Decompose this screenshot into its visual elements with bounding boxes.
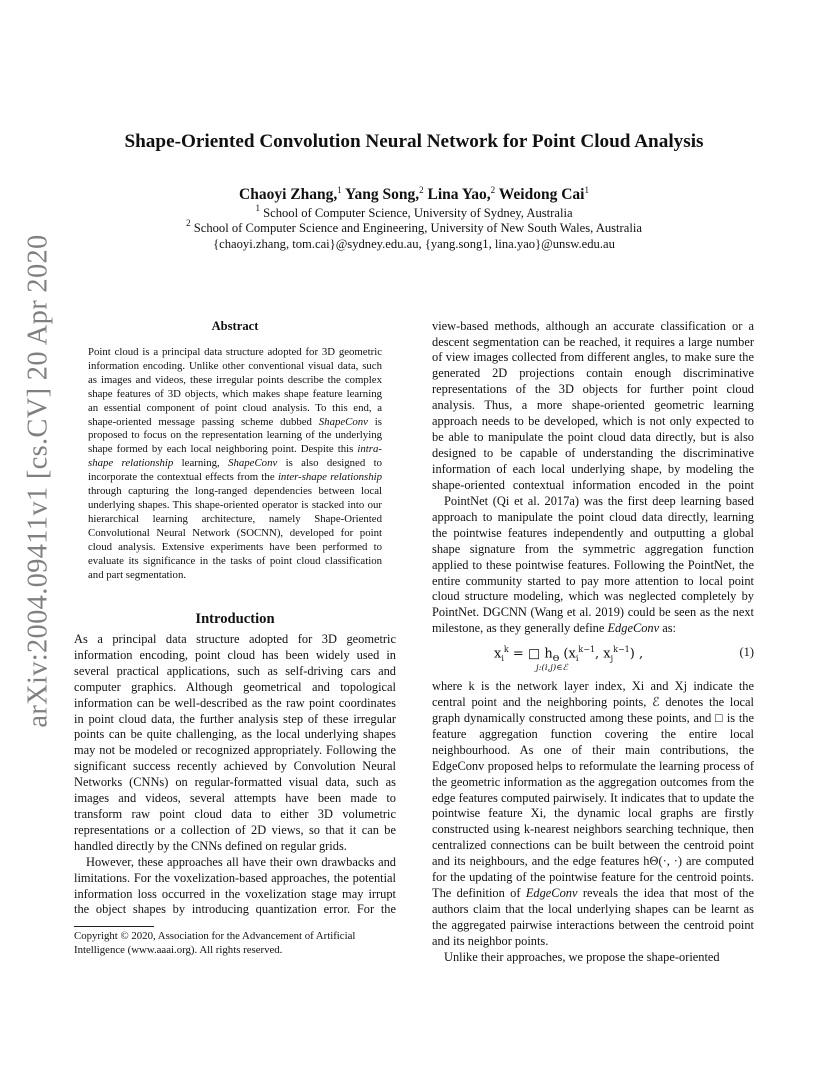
arxiv-identifier [18,234,60,728]
author-name: Weidong Cai [498,186,585,203]
intro-paragraph: PointNet (Qi et al. 2017a) was the first deep learning based approach to manipulate the point cloud data directly, learning the pointwise features independently and outputting a global shape signature from the symmetric aggregation function applied to these pointwise features. Following the PointNet, the entire community started to pay more attention to local point cloud structure modeling, which was neglected completely by PointNet. DGCNN (Wang et al. 2019) could be seen as the next milestone, as they generally define EdgeConv as: [432,494,754,636]
author-affiliation-mark: 1 [337,185,342,195]
affiliation-text: School of Computer Science and Engineering, University of New South Wales, Australia [193,221,642,235]
author-affiliation-mark: 2 [419,185,424,195]
author-name: Lina Yao, [427,186,491,203]
intro-left-column [74,632,396,918]
equation-subscript: j:(i,j)∈ℰ [536,663,568,674]
right-column [432,318,754,965]
intro-paragraph: As a principal data structure adopted for 3D geometric information encoding, point cloud has been widely used in several practical applications, such as self-driving cars and computer graphics. Although geometrical and topological information can be well-described as the raw point coordinates in point cloud data, the further analysis step of these irregular points can be quite challenging, as the local underlying shapes may not be modeled or recognized appropriately. Following the significant success recently achieved by Convolution Neural Networks (CNNs) on regular-formatted visual data, such as images and videos, several attempts have been made to transform raw point cloud data to either 3D volumetric representations or a collection of 2D views, so that it can be handled directly by the CNNs defined on regular grids. [74,632,396,853]
equation-number: (1) [739,645,754,660]
affiliation-mark: 1 [255,203,260,213]
intro-paragraph-continued: view-based methods, although an accurate classification or a descent segmentation can be reached, it requires a large number of view images collected from different angles, to make sure the generated 2D projections contain enough discriminative representations of the 3D objects for further point cloud analysis. Thus, a more shape-oriented geometric learning approach needs to be developed, which is not only expected to be able to manipulate the point cloud data directly, but is also designed to be capable of understanding the discriminative information of each local underlying shape, by modeling the shape-oriented contextual information encoded in the point [432,318,754,492]
author-affiliation-mark: 1 [584,185,589,195]
intro-paragraph: where k is the network layer index, Xi and Xj indicate the central point and the neighboring points, ℰ denotes the local graph dynamically constructed among these points, and □ is the feature aggregation function covering the entire local neighbourhood. As one of their main contributions, the EdgeConv proposed helps to reformulate the learning process of the geometric information as the aggregation outcomes from the edge features computed pairwisely. It indicates that to update the pointwise feature Xi, the dynamic local graphs are firstly constructed using k-nearest neighbors searching technique, then centralized connections can be built between the centroid point and its neighbours, and the edge features hΘ(·, ·) are computed for the updating of the pointwise feature for the centroid points. The definition of EdgeConv reveals the idea that most of the authors claim that the local underlying shapes can be learnt as the aggregated pairwise interactions between the centroid point and its neighbor points. [432,679,754,948]
equation-expression: $x_i^k$ = □ $h_\Theta$ ($x_i^{k-1}$, $x_j^{k-1}$) , [494,645,644,664]
footnote-rule [74,926,154,927]
affiliation [74,218,754,236]
intro-paragraph: However, these approaches all have their own drawbacks and limitations. For the voxelization-based approaches, the potential information loss occurred in the voxelization stage may irrupt the object shapes by introducing quantization error. For the [74,854,396,917]
copyright-footnote: Copyright © 2020, Association for the Advancement of Artificial Intelligence (www.aaai.org). All rights reserved. [74,930,356,956]
equation-1 [432,639,754,677]
abstract-heading: Abstract [211,319,259,333]
author-emails: {chaoyi.zhang, tom.cai}@sydney.edu.au, {yang.song1, lina.yao}@unsw.edu.au [213,237,615,251]
author-list [74,185,754,205]
affiliation-mark: 2 [186,218,191,228]
arxiv-id-text: arXiv:2004.09411v1 [cs.CV] 20 Apr 2020 [23,234,54,728]
author-name: Chaoyi Zhang, [239,186,338,203]
author-affiliation-mark: 2 [490,185,496,195]
affiliation [74,203,754,221]
section-heading-introduction: Introduction [195,611,275,627]
author-name: Yang Song, [345,186,420,203]
abstract-text: Point cloud is a principal data structure adopted for 3D geometric information encoding. Unlike other conventional visual data, such as images and videos, these irregular points describe the complex shape features of 3D objects, which makes shape feature learning an essential component of point cloud analysis. To this end, a shape-oriented message passing scheme dubbed ShapeConv is proposed to focus on the representation learning of the underlying shape formed by each local neighboring point. Despite this intra-shape relationship learning, ShapeConv is also designed to incorporate the contextual effects from the inter-shape relationship through capturing the long-ranged dependencies between local underlying shapes. This shape-oriented operator is stacked into our hierarchical learning architecture, namely Shape-Oriented Convolutional Neural Network (SOCNN), developed for point cloud analysis. Extensive experiments have been performed to evaluate its significance in the tasks of point cloud classification and part segmentation. [88,346,382,581]
paper-title: Shape-Oriented Convolution Neural Network for Point Cloud Analysis [124,131,704,152]
intro-paragraph: Unlike their approaches, we propose the shape-oriented [444,949,720,964]
affiliation-text: School of Computer Science, University of Sydney, Australia [263,206,573,220]
